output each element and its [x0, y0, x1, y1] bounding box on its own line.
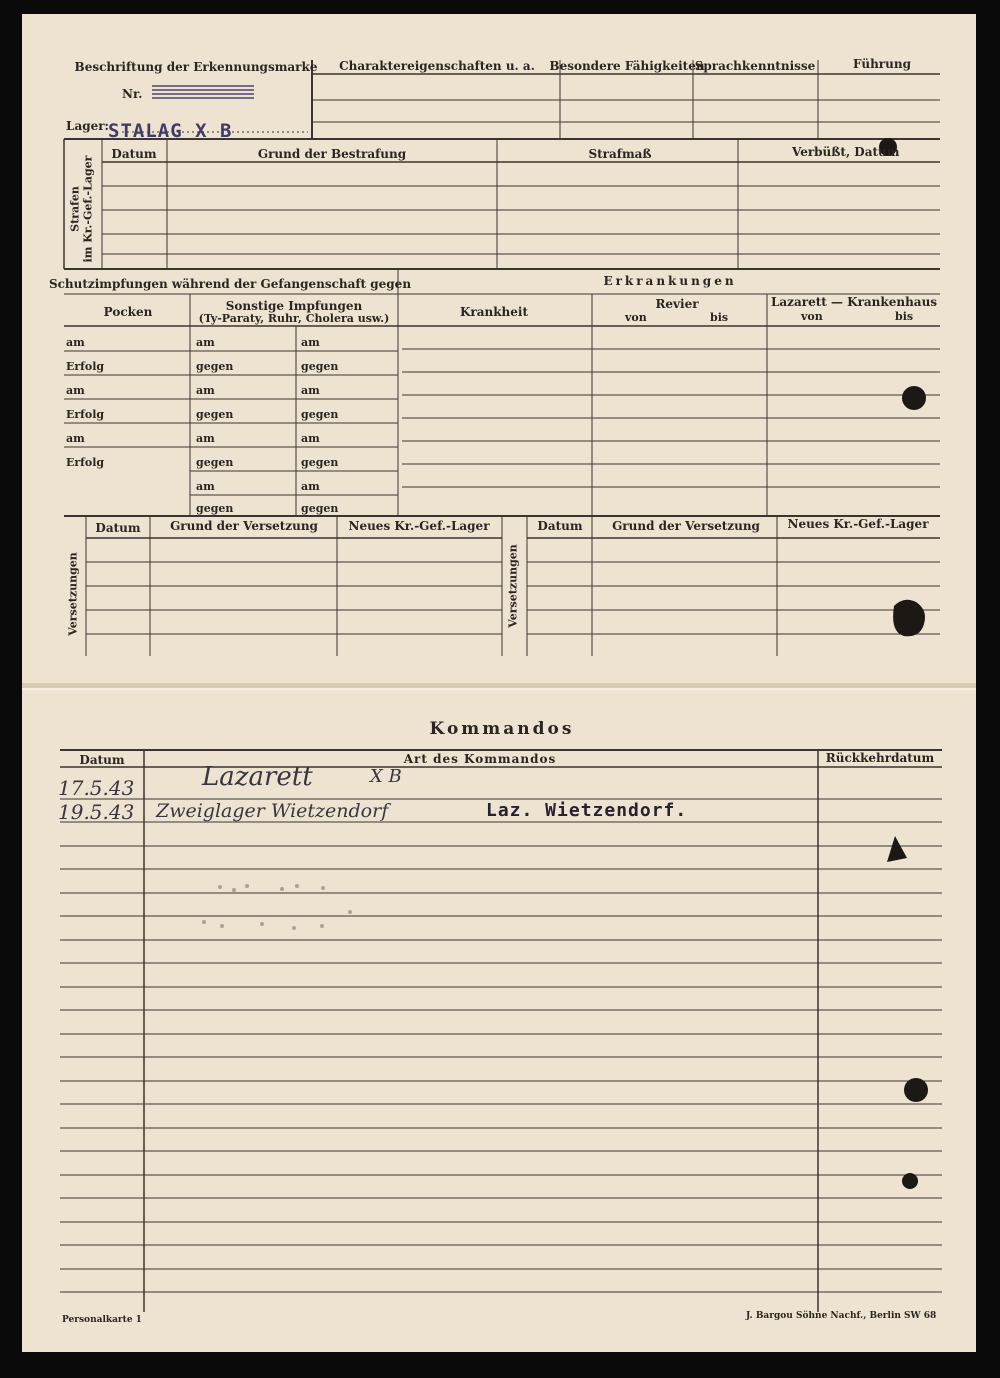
kommando-date: 19.5.43 — [58, 800, 135, 824]
charakter-header: Charaktereigenschaften u. a. — [339, 59, 535, 73]
erkrankungen-title: Erkrankungen — [603, 274, 737, 288]
krankheit-header: Krankheit — [459, 305, 529, 319]
sonstige-header: Sonstige Impfungen — [225, 299, 363, 313]
footer-form-id: Personalkarte 1 — [62, 1315, 142, 1325]
pocken-row: am — [66, 336, 85, 349]
kommando-text: Lazarett — [202, 762, 313, 792]
nr-label: Nr. — [122, 87, 143, 101]
kommando-date: 17.5.43 — [58, 776, 135, 800]
impfungen-title: Schutzimpfungen während der Gefangenschaft gegen — [48, 277, 412, 291]
sonstige-row-a: am — [196, 432, 215, 445]
kommandos-art-header: Art des Kommandos — [403, 752, 557, 766]
lazarett-bis: bis — [895, 310, 914, 323]
sonstige-row-b: am — [301, 384, 320, 397]
rueckkehr-header: Rückkehrdatum — [825, 751, 935, 765]
kommando-text: Zweiglager Wietzendorf — [156, 800, 389, 822]
revier-von: von — [625, 311, 647, 324]
sonstige-row-b: am — [301, 336, 320, 349]
sonstige-row-b: gegen — [301, 408, 339, 421]
erkennungsmarke-label: Beschriftung der Erkennungsmarke — [74, 60, 318, 74]
form-ruling — [22, 14, 976, 1352]
lager-label: Lager: — [66, 119, 109, 133]
verbuesst-header: Verbüßt, Datum — [792, 145, 900, 159]
sonstige-row-b: am — [301, 480, 320, 493]
strafen-datum-header: Datum — [111, 147, 157, 161]
pocken-header: Pocken — [103, 305, 153, 319]
lazarett-header: Lazarett — Krankenhaus — [770, 295, 938, 309]
sonstige-row-b: gegen — [301, 456, 339, 469]
sonstige-row-b: gegen — [301, 502, 339, 515]
pocken-row: am — [66, 432, 85, 445]
versetzung-lager-header-left: Neues Kr.-Gef.-Lager — [348, 519, 490, 533]
versetzung-grund-header-right: Grund der Versetzung — [612, 519, 760, 533]
sonstige-row-a: am — [196, 336, 215, 349]
pocken-row: Erfolg — [66, 456, 105, 469]
sonstige-row-a: gegen — [196, 502, 234, 515]
sonstige-row-b: gegen — [301, 360, 339, 373]
kommandos-title: Kommandos — [429, 719, 575, 739]
versetzungen-side-label-right: Versetzungen — [506, 544, 520, 628]
fuehrung-header: Führung — [853, 57, 911, 71]
kommando-typed: Laz. Wietzendorf. — [486, 800, 688, 821]
lazarett-von: von — [801, 310, 823, 323]
versetzungen-side-label-left: Versetzungen — [66, 552, 80, 636]
strafmass-header: Strafmaß — [588, 147, 652, 161]
faehigkeiten-header: Besondere Fähigkeiten — [549, 59, 705, 73]
lager-stamp: STALAG X B — [108, 120, 233, 142]
versetzung-datum-header-left: Datum — [95, 521, 141, 535]
versetzung-lager-header-right: Neues Kr.-Gef.-Lager — [787, 517, 929, 531]
sprachen-header: Sprachkenntnisse — [694, 59, 816, 73]
versetzung-grund-header-left: Grund der Versetzung — [170, 519, 318, 533]
sonstige-row-a: gegen — [196, 360, 234, 373]
pocken-row: am — [66, 384, 85, 397]
strafen-grund-header: Grund der Bestrafung — [257, 147, 407, 161]
personalkarte-sheet — [22, 14, 976, 1352]
sonstige-row-a: am — [196, 480, 215, 493]
revier-bis: bis — [710, 311, 729, 324]
pocken-row: Erfolg — [66, 408, 105, 421]
sonstige-row-a: gegen — [196, 408, 234, 421]
sonstige-row-a: gegen — [196, 456, 234, 469]
footer-printer: J. Bargou Söhne Nachf., Berlin SW 68 — [746, 1311, 937, 1321]
kommando-note: X B — [370, 766, 402, 787]
revier-header: Revier — [655, 297, 699, 311]
versetzung-datum-header-right: Datum — [537, 519, 583, 533]
pocken-row: Erfolg — [66, 360, 105, 373]
sonstige-subheader: (Ty-Paraty, Ruhr, Cholera usw.) — [198, 312, 390, 325]
sonstige-row-b: am — [301, 432, 320, 445]
sonstige-row-a: am — [196, 384, 215, 397]
kommandos-datum-header: Datum — [79, 753, 125, 767]
strafen-side-label: Strafen im Kr.-Gef.-Lager — [68, 155, 94, 263]
